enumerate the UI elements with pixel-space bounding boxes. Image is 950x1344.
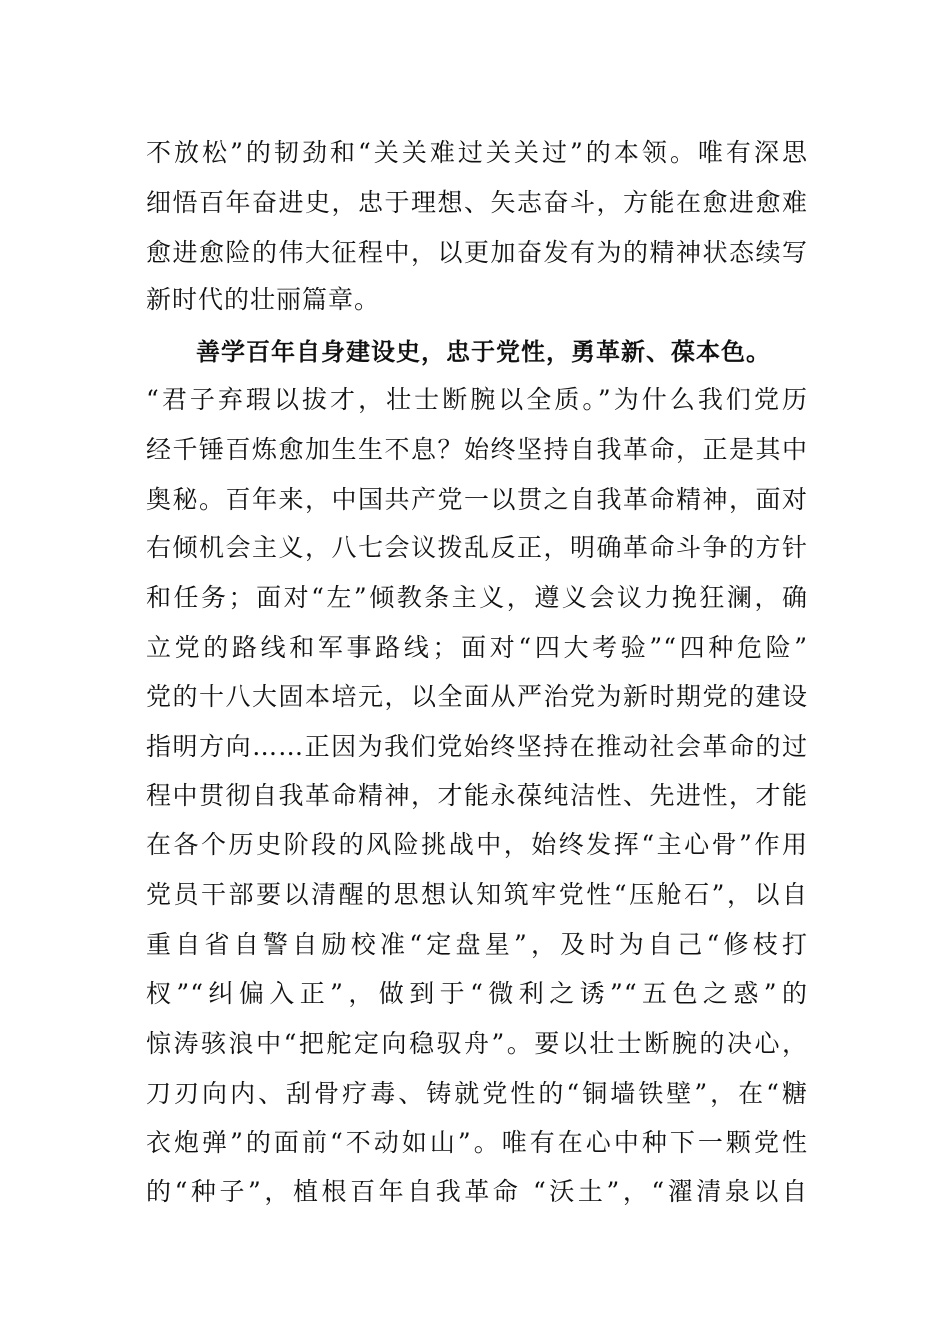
section-heading: 善学百年自身建设史，忠于党性，勇革新、葆本色。 (196, 338, 771, 366)
text-line-18: 杈”“纠偏入正”，做到于“微利之诱”“五色之惑”的 (146, 979, 808, 1008)
text-line-20: 刀刃向内、刮骨疗毒、铸就党性的“铜墙铁壁”，在“糖 (146, 1079, 808, 1108)
text-line-19: 惊涛骇浪中“把舵定向稳驭舟”。要以壮士断腕的决心， (146, 1029, 808, 1058)
text-line-10: 和任务；面对“左”倾教条主义，遵义会议力挽狂澜，确 (146, 583, 808, 612)
text-line-9: 右倾机会主义，八七会议拨乱反正，明确革命斗争的方针 (146, 533, 808, 562)
text-line-8: 奥秘。百年来，中国共产党一以贯之自我革命精神，面对 (146, 485, 808, 514)
text-line-3: 愈进愈险的伟大征程中，以更加奋发有为的精神状态续写 (146, 238, 808, 267)
text-line-4: 新时代的壮丽篇章。 (146, 285, 381, 314)
text-line-1: 不放松”的韧劲和“关关难过关关过”的本领。唯有深思 (146, 138, 808, 167)
text-line-7: 经千锤百炼愈加生生不息？始终坚持自我革命，正是其中 (146, 435, 808, 464)
text-line-17: 重自省自警自励校准“定盘星”，及时为自己“修枝打 (146, 930, 808, 959)
text-line-21: 衣炮弹”的面前“不动如山”。唯有在心中种下一颗党性 (146, 1128, 808, 1157)
text-line-12: 党的十八大固本培元，以全面从严治党为新时期党的建设 (146, 682, 808, 711)
text-line-22: 的“种子”，植根百年自我革命 “沃土”，“濯清泉以自 (146, 1177, 808, 1206)
text-line-15: 在各个历史阶段的风险挑战中，始终发挥“主心骨”作用 (146, 830, 808, 859)
text-line-6: “君子弃瑕以拔才，壮士断腕以全质。”为什么我们党历 (146, 385, 808, 414)
text-line-2: 细悟百年奋进史，忠于理想、矢志奋斗，方能在愈进愈难 (146, 188, 808, 217)
text-line-14: 程中贯彻自我革命精神，才能永葆纯洁性、先进性，才能 (146, 781, 808, 810)
text-line-16: 党员干部要以清醒的思想认知筑牢党性“压舱石”，以自 (146, 880, 808, 909)
text-line-11: 立党的路线和军事路线；面对“四大考验”“四种危险” (146, 633, 808, 662)
text-line-13: 指明方向……正因为我们党始终坚持在推动社会革命的过 (146, 732, 808, 761)
